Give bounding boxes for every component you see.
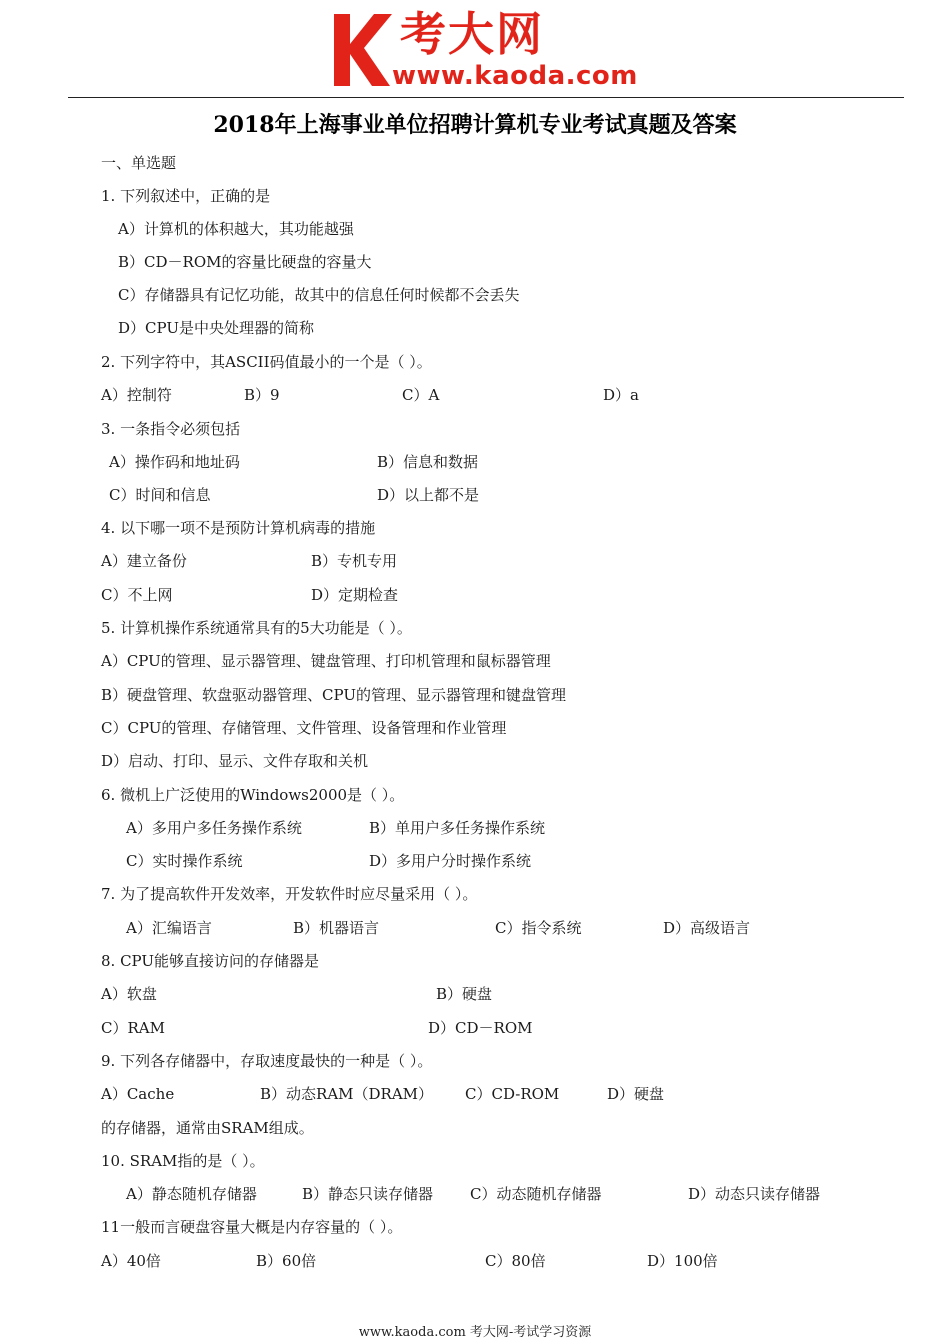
question-6-option-a: A）多用户多任务操作系统 — [126, 819, 302, 837]
question-11-option-b: B）60倍 — [256, 1252, 317, 1270]
question-11-option-d: D）100倍 — [647, 1252, 718, 1270]
question-1-option-c: C）存储器具有记忆功能，故其中的信息任何时候都不会丢失 — [118, 286, 520, 304]
question-6-option-b: B）单用户多任务操作系统 — [369, 819, 546, 837]
question-4-option-d: D）定期检查 — [311, 586, 399, 604]
question-8-stem: 8. CPU能够直接访问的存储器是 — [101, 952, 320, 970]
header-divider — [68, 97, 904, 98]
question-10-option-b: B）静态只读存储器 — [302, 1185, 434, 1203]
question-6-stem: 6. 微机上广泛使用的Windows2000是（ ）。 — [101, 786, 405, 804]
logo-url-text: www.kaoda.com — [392, 61, 638, 91]
question-9-option-d: D）硬盘 — [607, 1085, 665, 1103]
question-5-stem: 5. 计算机操作系统通常具有的5大功能是（ ）。 — [101, 619, 412, 637]
question-5-option-a: A）CPU的管理、显示器管理、键盘管理、打印机管理和鼠标器管理 — [101, 652, 551, 670]
question-3-option-c: C）时间和信息 — [109, 486, 211, 504]
question-8-option-c: C）RAM — [101, 1019, 165, 1037]
page-footer: www.kaoda.com 考大网-考试学习资源 — [358, 1325, 592, 1340]
question-2-option-b: B）9 — [244, 386, 280, 404]
question-11-stem: 11一般而言硬盘容量大概是内存容量的（ ）。 — [101, 1218, 403, 1236]
question-9-note: 的存储器，通常由SRAM组成。 — [101, 1119, 314, 1137]
question-8-option-b: B）硬盘 — [436, 985, 493, 1003]
question-6-option-c: C）实时操作系统 — [126, 852, 243, 870]
question-7-option-a: A）汇编语言 — [126, 919, 212, 937]
question-6-option-d: D）多用户分时操作系统 — [369, 852, 532, 870]
question-11-option-c: C）80倍 — [485, 1252, 546, 1270]
question-4-stem: 4. 以下哪一项不是预防计算机病毒的措施 — [101, 519, 376, 537]
question-7-option-c: C）指令系统 — [495, 919, 582, 937]
document-title: 2018年上海事业单位招聘计算机专业考试真题及答案 — [213, 112, 737, 138]
question-3-option-d: D）以上都不是 — [377, 486, 480, 504]
question-7-option-d: D）高级语言 — [663, 919, 751, 937]
question-5-option-b: B）硬盘管理、软盘驱动器管理、CPU的管理、显示器管理和键盘管理 — [101, 686, 566, 704]
question-3-option-a: A）操作码和地址码 — [109, 453, 240, 471]
question-7-option-b: B）机器语言 — [293, 919, 380, 937]
question-3-stem: 3. 一条指令必须包括 — [101, 420, 241, 438]
question-1-option-b: B）CD－ROM的容量比硬盘的容量大 — [118, 253, 372, 271]
question-2-option-a: A）控制符 — [101, 386, 172, 404]
question-5-option-d: D）启动、打印、显示、文件存取和关机 — [101, 752, 369, 770]
question-4-option-b: B）专机专用 — [311, 552, 398, 570]
question-11-option-a: A）40倍 — [101, 1252, 161, 1270]
question-2-stem: 2. 下列字符中，其ASCII码值最小的一个是（ ）。 — [101, 353, 432, 371]
question-5-option-c: C）CPU的管理、存储管理、文件管理、设备管理和作业管理 — [101, 719, 507, 737]
question-4-option-a: A）建立备份 — [101, 552, 187, 570]
question-4-option-c: C）不上网 — [101, 586, 173, 604]
question-10-stem: 10. SRAM指的是（ ）。 — [101, 1152, 265, 1170]
question-10-option-d: D）动态只读存储器 — [688, 1185, 821, 1203]
question-8-option-d: D）CD－ROM — [428, 1019, 533, 1037]
site-logo — [330, 8, 650, 90]
logo-chinese-text: 考大网 — [400, 7, 544, 61]
question-10-option-a: A）静态随机存储器 — [126, 1185, 257, 1203]
question-1-stem: 1. 下列叙述中，正确的是 — [101, 187, 271, 205]
question-1-option-d: D）CPU是中央处理器的简称 — [118, 319, 314, 337]
question-9-stem: 9. 下列各存储器中，存取速度最快的一种是（ ）。 — [101, 1052, 433, 1070]
question-8-option-a: A）软盘 — [101, 985, 157, 1003]
section-heading: 一、单选题 — [101, 154, 177, 172]
question-1-option-a: A）计算机的体积越大，其功能越强 — [118, 220, 354, 238]
question-2-option-c: C）A — [402, 386, 440, 404]
question-9-option-a: A）Cache — [101, 1085, 175, 1103]
question-9-option-b: B）动态RAM（DRAM） — [260, 1085, 434, 1103]
question-9-option-c: C）CD-ROM — [465, 1085, 560, 1103]
question-10-option-c: C）动态随机存储器 — [470, 1185, 602, 1203]
logo-k-icon — [330, 8, 394, 90]
question-7-stem: 7. 为了提高软件开发效率，开发软件时应尽量采用（ ）。 — [101, 885, 478, 903]
question-2-option-d: D）a — [603, 386, 639, 404]
question-3-option-b: B）信息和数据 — [377, 453, 479, 471]
